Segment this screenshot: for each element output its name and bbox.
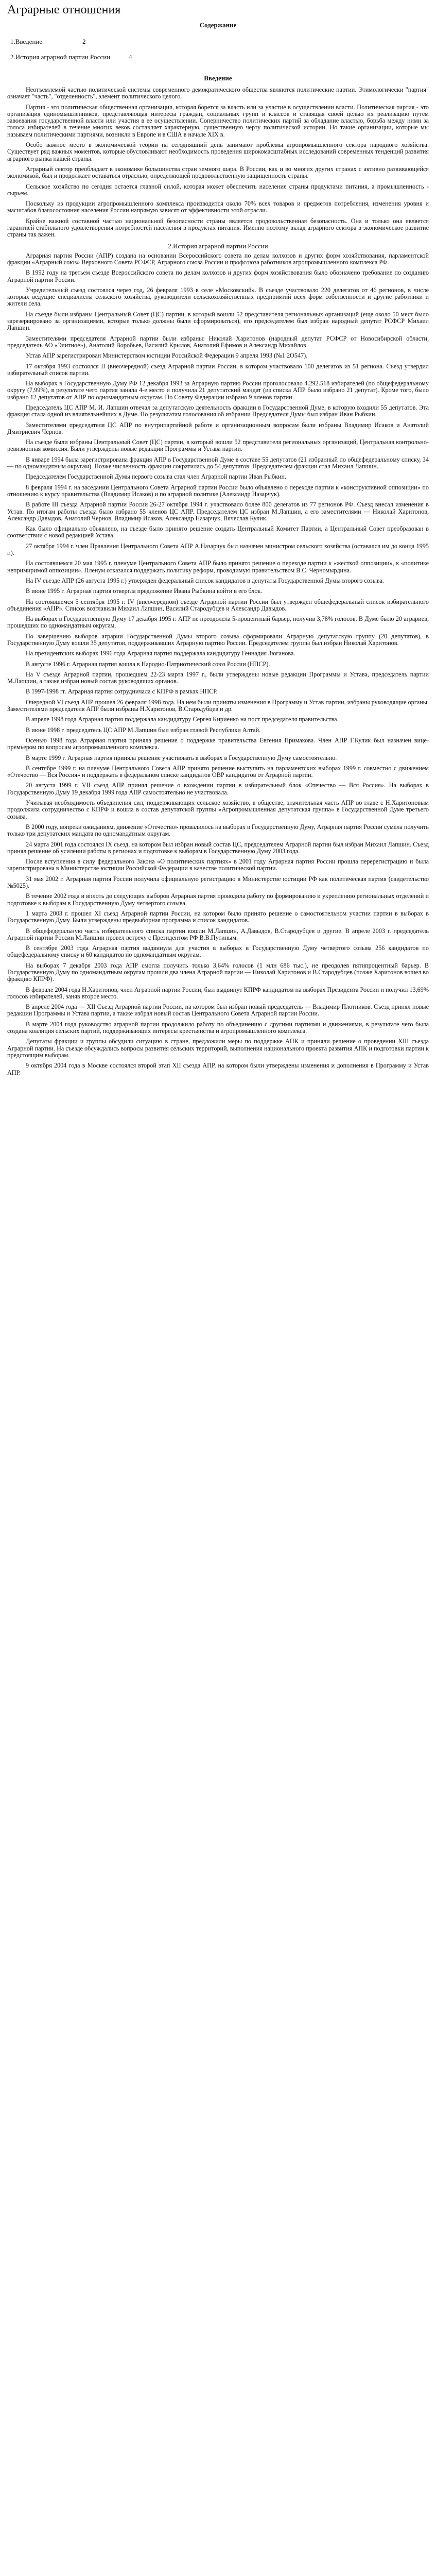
toc-item-label: 2.История аграрной партии России	[10, 53, 111, 61]
paragraph: 9 октября 2004 года в Москве состоялся второй этап XII съезда АПР, на котором были утверждены изменения и дополнения в Программу и Устав АПР.	[7, 1062, 429, 1076]
toc-item	[7, 37, 429, 46]
paragraph: В январе 1994 была зарегистрирована фракция АПР в Государственной Думе в составе 55 депутатов (21 избранный по общефедеральному списку, 34 — по одномандатным округам). Позже численность фракции сократилась до 54 депутатов. Председателем фракции стал Михаил Лапшин.	[7, 456, 429, 470]
toc-item	[7, 53, 429, 62]
paragraph: Устав АПР зарегистрирован Министерством юстиции Российской Федерации 9 апреля 1993 (№1 2О547).	[26, 352, 308, 360]
paragraph: В течение 2002 года и вплоть до следующих выборов Аграрная партия проводила работу по формированию и укреплению региональных отделений и подготовке к выборам в Государственную Думу четвертого созыва.	[7, 893, 429, 907]
paragraph: Аграрная партия России (АПР) создана на основании Всероссийского совета по делам колхозов и других форм хозяйствования, парламентской фракции «Аграрный союз» Верховного Совета РСФСР, Аграрного союза России и профсоюза работников агропромышленного комплекса РФ.	[7, 252, 429, 266]
paragraph: В общефедеральную часть избирательного списка партии вошли М.Лапшин, А.Давыдов, В.Стародубцев и другие. В апреле 2003 г. председатель Аграрной партии России М.Лапшин провел встречу с Президентом РФ В.В.Путиным.	[7, 927, 429, 941]
paragraph: 17 октября 1993 состоялся II (внеочередной) съезд Аграрной партии России, в котором участвовало 100 делегатов из 51 региона. Съезд утвердил избирательный список партии.	[7, 363, 429, 377]
section-heading-introduction: Введение	[204, 74, 232, 82]
paragraph: Заместителями председателя ЦС АПР по внутрипартийной работе и организационным вопросам были избраны Владимир Исаков и Анатолий Дмитриевич Чернов.	[7, 421, 429, 435]
paragraph: В апреле 2004 года — XII Съезд Аграрной партии России, на котором был избран новый председатель — Владимир Плотников. Съезд принял новые редакции Программы и Устава партии, а также избрал новый состав Центрального Совета Аграрной партии России.	[7, 1004, 429, 1018]
paragraph: Очередной VI съезд АПР прошел 26 февраля 1998 года. На нем были приняты изменения в Программу и Устав партии, избраны руководящие органы. Заместителями председателя АПР были избраны Н.Харитонов, В.Стародубцев и др.	[7, 699, 429, 713]
paragraph: 20 августа 1999 г. VII съезд АПР принял решение о вхождении партии в избирательный блок «Отечество — Вся Россия». На выборах в Государственную Думу 19 декабря 1999 года АПР самостоятельно не участвовала.	[7, 782, 429, 796]
paragraph: Учредительный съезд состоялся через год, 26 февраля 1993 в селе «Московский». В съезде участвовало 220 делегатов от 46 регионов, в числе которых ведущие специалисты сельского хозяйства, руководители сельскохозяйственных предприятий всех форм собственности и другие работники и жители села.	[7, 286, 429, 308]
paragraph: Неотъемлемой частью политической системы современного демократического общества являются политические партии. Этимологически "партия" означает "часть", "отделенность", элемент политического целого.	[7, 87, 429, 100]
paragraph: В июне 1998 г. председатель ЦС АПР М.Лапшин был избран главой Республики Алтай.	[26, 726, 261, 734]
paragraph: На выборах в Государственную Думу РФ 12 декабря 1993 за Аграрную партию России проголосовало 4.292.518 избирателей (по общефедеральному округу (7,99%), в результате чего партия заняла 4-е место и получила 21 депутатский мандат (из списка АПР было избрано 21 депутат). Кроме того, было избрано 12 депутатов от АПР по одномандатным округам. По Совету Федерации избрано 9 членов партии.	[7, 380, 429, 401]
paragraph: По завершению выборов аграрии Государственной Думы второго созыва сформировали Аграрную депутатскую группу (20 депутатов), в Государственную Думу вошли 35 депутатов, поддерживавших Аграрную партию России. Председателем группы был избран Николай Харитонов.	[7, 633, 429, 647]
paragraph: Заместителями председателя Аграрной партии были избраны: Николай Харитонов (народный депутат РСФСР от Новосибирской области, председатель АО «Элитное»), Анатолий Воробьев, Василий Крылов, Анатолий Ефимов и Александр Михайлов.	[7, 335, 429, 349]
paragraph: Крайне важной составной частью национальной безопасности страны является продовольственная безопасность. Она и только она является гарантией стабильного удовлетворения потребностей населения в продуктах питания. Именно поэтому вклад аграрного сектора в экономическое развитие страны так важен.	[7, 217, 429, 239]
paragraph: В сентябре 1999 г. на пленуме Центрального Совета АПР принято решение выступить на парламентских выборах 1999 г. совместно с движением «Отечество — Вся Россия» и поддержать в федеральном списке кандидатов ОВР кандидатов от Аграрной партии.	[7, 765, 429, 779]
paragraph: Осенью 1998 года Аграрная партия приняла решение о поддержке правительства Евгения Примакова. Член АПР Г.Кулик был назначен вице-премьером по вопросам агропромышленного комплекса.	[7, 737, 429, 751]
paragraph: 8 февраля 1994 г. на заседании Центрального Совета Аграрной партии России было объявлено о переходе партии к «конструктивной оппозиции» по отношению к курсу правительства (Владимир Исаков) и по аграрной политике (Александр Назарчук).	[7, 484, 429, 498]
paragraph: 27 октября 1994 г. член Правления Центрального Совета АПР А.Назарчук был назначен министром сельского хозяйства (оставался им до конца 1995 г.).	[7, 543, 429, 557]
document-title: Аграрные отношения	[7, 3, 121, 16]
paragraph: Учитывая необходимость объединения сил, поддерживающих сельское хозяйство, в обществе, значительная часть АПР во главе с Н.Харитоновым продолжила сотрудничество с КПРФ и вошла в состав депутатской группы «Агропромышленная депутатская группа» в Государственной Думе третьего созыва.	[7, 800, 429, 820]
toc-item-page: 2	[82, 38, 86, 45]
paragraph: 24 марта 2001 года состоялся IX съезд, на котором был избран новый состав ЦС, председателем Аграрной партии был избран Михаил Лапшин. Съезд принял решение об усилении работы в регионах и подготовке к выборам в Государственную Думу 2003 года.	[7, 841, 429, 855]
paragraph: На выборах 7 декабря 2003 года АПР смогла получить только 3,64% голосов (1 млн 686 тыс.), не преодолев пятипроцентный барьер. В Государственную Думу по одномандатным округам прошли два члена Аграрной партии — Николай Харитонов и В.Стародубцев (позже Харитонов вошел во фракцию КПРФ).	[7, 962, 429, 983]
table-of-contents	[7, 21, 429, 62]
section-history-body	[7, 252, 429, 1076]
paragraph: На съезде были избраны Центральный Совет (ЦС) партии, в который вошли 52 представителя региональных организаций (еще около 50 мест было зарезервировано за организациями, которые только должны были сформироваться), его председателем был избран народный депутат РСФСР Михаил Лапшин.	[7, 311, 429, 332]
paragraph: В августе 1996 г. Аграрная партия вошла в Народно-Патриотический союз России (НПСР).	[26, 660, 270, 668]
paragraph: Партия - это политическая общественная организация, которая борется за власть или за участие в осуществлении власти. Политическая партия - это организация единомышленников, представляющая интересы граждан, социальных групп и классов и ставящая своей целью их реализацию путем завоевания государственной власти или участия в ее осуществлении. Соперничество политических партий за обладание властью, борьба между ними за голоса избирателей в течение многих веков составляет характерную, существенную черту политической истории. Но такие организации, которые мы называем политическими партиями, возникли в Европе и в США в начале XIX в.	[7, 104, 429, 138]
section-introduction-body	[7, 87, 429, 239]
paragraph: В 1992 году на третьем съезде Всероссийского совета по делам колхозов и других форм хозяйствования было обозначено требование по созданию Аграрной партии России.	[7, 269, 429, 283]
paragraph: На V съезде Аграрной партии, прошедшем 22-23 марта 1997 г., были утверждены новые редакции Программы и Устава, председатель партии М.Лапшин, а также избран новый состав руководящих органов.	[7, 671, 429, 685]
paragraph: На состоявшемся 5 сентября 1995 г. IV (внеочередном) съезде Аграрной партии России был утвержден общефедеральный список избирательного объединения «АПР». Список возглавили Михаил Лапшин, Василий Стародубцев и Александр Давыдов.	[7, 598, 429, 612]
paragraph: После вступления в силу федерального Закона «О политических партиях» в 2001 году Аграрная партия России прошла перерегистрацию и была зарегистрирована в Министерстве юстиции Российской Федерации в качестве политической партии.	[7, 858, 429, 872]
paragraph: Председателем Государственной Думы первого созыва стал член Аграрной партии Иван Рыбкин.	[26, 473, 287, 481]
paragraph: Депутаты фракции и группы обсудили ситуацию в стране, предложили меры по поддержке АПК и приняли решение о проведении XIII съезда Аграрной партии. На съезде обсуждались вопросы развития сельских территорий, выполнения национального проекта развития АПК и подготовки партии к предстоящим выборам.	[7, 1038, 429, 1059]
paragraph: В 1997-1998 гг. Аграрная партия сотрудничала с КПРФ в рамках НПСР.	[26, 688, 218, 696]
paragraph: На состоявшемся 20 мая 1995 г. пленуме Центрального Совета АПР было принято решение о переходе партии к «жесткой оппозиции», к «политике непримиримой оппозиции». Пленум отказался поддержать политику реформ, проводимую правительством В.С. Черномырдина.	[7, 560, 429, 574]
paragraph: На IV съезде АПР (26 августа 1995 г.) утвержден федеральный список кандидатов в депутаты Государственной Думы второго созыва.	[26, 577, 384, 584]
paragraph: 1 марта 2003 г. прошел XI съезд Аграрной партии России, на котором было принято решение о самостоятельном участии партии в выборах в Государственную Думу. Были утверждены предвыборная программа и список кандидатов.	[7, 910, 429, 924]
paragraph: В феврале 2004 года Н.Харитонов, член Аграрной партии России, был выдвинут КПРФ кандидатом на выборах Президента России и получил 13,69% голосов избирателей, заняв второе место.	[7, 986, 429, 1000]
contents-heading: Содержание	[199, 21, 237, 29]
paragraph: На президентских выборах 1996 года Аграрная партия поддержала кандидатуру Геннадия Зюганова.	[26, 650, 295, 657]
paragraph: В 2000 году, вопреки ожиданиям, движение «Отечество» провалилось на выборах в Государственную Думу, Аграрная партия России сумела получить только три депутатских мандата по одномандатным округам.	[7, 823, 429, 838]
paragraph: В июне 1995 г. Аграрная партия отвергла предложение Ивана Рыбкина войти в его блок.	[26, 588, 263, 595]
toc-item-page: 4	[129, 53, 132, 61]
paragraph: Сельское хозяйство по сегодня остается главной силой, которая может обеспечить население страны продуктами питания, а промышленность - сырьем.	[7, 183, 429, 197]
paragraph: В апреле 1998 года Аграрная партия поддержала кандидатуру Сергея Кириенко на пост председателя правительства.	[26, 716, 339, 723]
paragraph: На съезде были избраны Центральный Совет (ЦС) партии, в который вошли 52 представителя региональных организаций, Центральная контрольно-ревизионная комиссия. Были утверждены новые редакции Программы и Устава партии.	[7, 439, 429, 453]
paragraph: В марте 1999 г. Аграрная партия приняла решение участвовать в выборах в Государственную Думу самостоятельно.	[26, 754, 337, 761]
paragraph: На выборах в Государственную Думу 17 декабря 1995 г. АПР не преодолела 5-процентный барьер, получив 3,78% голосов. В Думе было 20 аграриев, прошедших по одномандатным округам.	[7, 616, 429, 630]
paragraph: Как было официально объявлено, на съезде было принято решение создать Центральный Комитет Партии, а Центральный Совет преобразован в соответствии с новой редакцией Устава.	[7, 526, 429, 539]
section-heading-history: 2.История аграрной партии России	[168, 242, 268, 250]
toc-item-label: 1.Введение	[10, 38, 43, 45]
paragraph: Аграрный сектор преобладает в экономике большинства стран земного шара. В России, как и во многих других странах с активно развивающейся экономикой, был и продолжает оставаться отраслью, определяющей продовольственную защищенность страны.	[7, 165, 429, 180]
paragraph: Особо важное место в экономической теории на сегодняшний день занимают проблемы агропромышленного сектора народного хозяйства. Существует ряд важных моментов, которые обусловливают необходимость проведения широкомасштабных исследований современных тенденций развития аграрного рынка нашей страны.	[7, 142, 429, 162]
paragraph: В работе III съезда Аграрной партии России 26-27 октября 1994 г. участвовало более 800 делегатов из 77 регионов РФ. Съезд внесал изменения в Устав. По итогам работы съезда было избрано 55 членов ЦС АПР. Председателем ЦС избран М.Лапшин, а его заместителями — Николай Харитонов, Александр Давыдов, Анатолий Чернов, Владимир Исаков, Александр Назарчук, Вячеслав Кулик.	[7, 501, 429, 522]
paragraph: Поскольку из продукции агропромышленного комплекса производится около 70% всех товаров и предметов потребления, изменения уровня и масштабов благосостояния населения России напрямую зависят от эффективности этой отрасли.	[7, 200, 429, 214]
paragraph: Председатель ЦС АПР М. И. Лапшин отвечал за депутатскую деятельность фракции в Государственной Думе, в которую входили 55 депутатов. Эта фракция стала одной из влиятельнейших в Думе. По результатам голосования об избрании Председателя Думы был избран Иван Рыбкин.	[7, 404, 429, 418]
paragraph: В сентябре 2003 года Аграрная партия выдвинула для участия в выборах в Государственную Думу четвертого созыва 256 кандидатов по общефедеральному списку и 60 кандидатов по одномандатным округам.	[7, 945, 429, 959]
paragraph: В марте 2004 года руководство аграрной партии продолжило работу по объединению с другими партиями и движениями, в результате чего была создана коалиция сельских партий, поддерживающих интересы крестьянства и агропромышленного комплекса.	[7, 1021, 429, 1035]
paragraph: 31 мая 2002 г. Аграрная партия России получила официальную регистрацию в Министерстве юстиции РФ как политическая партия (свидетельство №5025).	[7, 875, 429, 890]
